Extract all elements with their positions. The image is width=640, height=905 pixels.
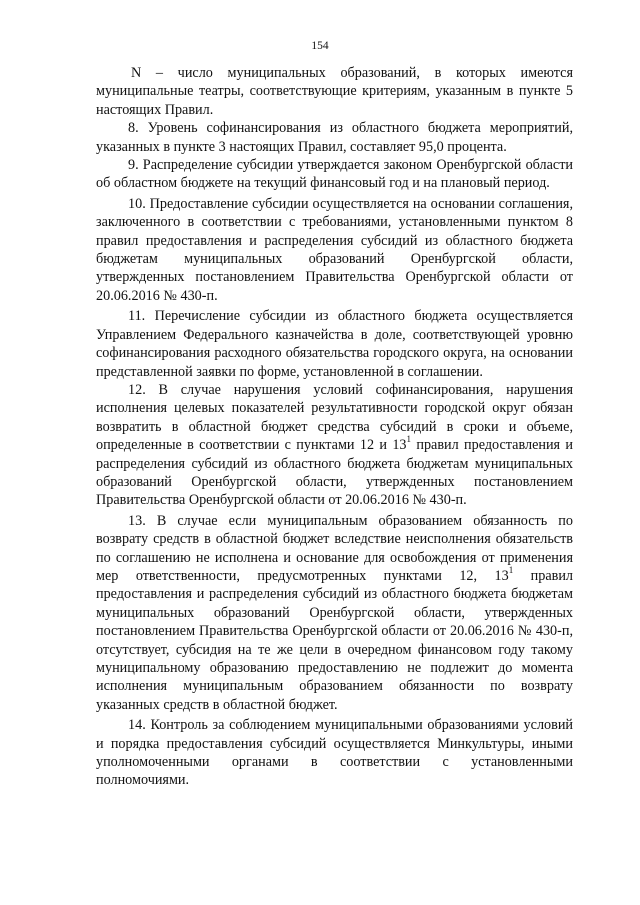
paragraph-9: 9. Распределение субсидии утверждается законом Оренбургской области об областном бюджете на текущий финансовый год и на плановый период. — [96, 157, 573, 192]
paragraph-12-text-end: правил предоставления и распределения субсидий из областного бюджета бюджетам муниципальных образований Оренбургской области, утвержденных постановлением Правительства Оренбургской области от 20.06.2016 № 430-п. — [96, 437, 573, 509]
paragraph-10: 10. Предоставление субсидии осуществляется на основании соглашения, заключенного в соответствии с требованиями, установленными пунктом 8 правил предоставления и распределения субсидий из областного бюджета бюджетам муниципальных образований Оренбургской области, утвержденных постановлением Правительства Оренбургской области от 20.06.2016 № 430-п. — [96, 195, 573, 304]
paragraph-13 — [96, 512, 573, 714]
paragraph-12-superscript: 1 — [406, 434, 412, 445]
paragraph-13-text-end: правил предоставления и распределения субсидий из областного бюджета бюджетам муниципальных образований Оренбургской области, утвержденных постановлением Правительства Оренбургской области от 20.06.2016 № 430-п, отсутствует, субсидия на те же цели в очередном финансовом году такому муниципальному образованию предоставлению не подлежит до момента исполнения муниципальным образованием обязанности по возврату указанных средств в областной бюджет. — [96, 567, 573, 713]
document-body — [96, 64, 573, 790]
paragraph-11: 11. Перечисление субсидии из областного бюджета осуществляется Управлением Федерального казначейства в доле, соответствующей уровню софинансирования расходного обязательства городского округа, на основании представленной заявки по форме, установленной в соглашении. — [96, 308, 573, 380]
paragraph-8: 8. Уровень софинансирования из областного бюджета мероприятий, указанных в пункте 3 настоящих Правил, составляет 95,0 процента. — [96, 120, 573, 155]
page-number: 154 — [311, 40, 329, 52]
paragraph-14: 14. Контроль за соблюдением муниципальными образованиями условий и порядка предоставления субсидий осуществляется Минкультуры, иными уполномоченными органами в соответствии с установленными полномочиями. — [96, 717, 573, 789]
paragraph-13-text-start: 13. В случае если муниципальным образованием обязанность по возврату средств в областной бюджет вследствие неисполнения обязательств по соглашению не исполнена и основание для освобождения от применения мер ответственности, предусмотренных пунктами 12, 13 — [96, 512, 573, 584]
paragraph-13-superscript: 1 — [508, 565, 514, 576]
paragraph-n-definition: N – число муниципальных образований, в которых имеются муниципальные театры, соответствующие критериям, указанным в пункте 5 настоящих Правил. — [96, 65, 573, 118]
paragraph-12-text-start: 12. В случае нарушения условий софинансирования, нарушения исполнения целевых показателей результативности городской округ обязан возвратить в областной бюджет средства субсидий в сроки и объеме, определенные в соответствии с пунктами 12 и 13 — [96, 381, 573, 454]
paragraph-12 — [96, 381, 573, 510]
